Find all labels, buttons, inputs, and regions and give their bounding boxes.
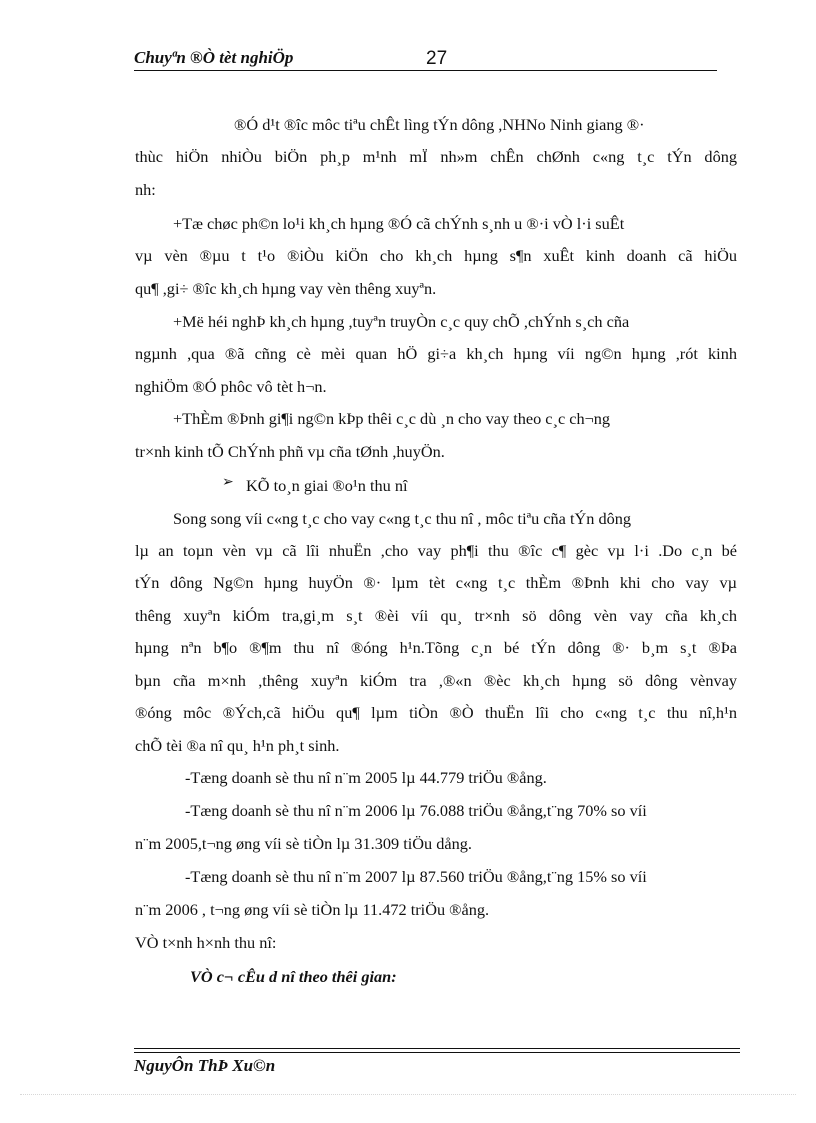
body-line: -Tæng doanh sè thu nî n¨m 2006 lµ 76.088 triÖu ®ång,t¨ng 70% so víi [185,801,647,820]
body-line: nh: [135,180,156,199]
subsection-heading: VÒ c¬ cÊu d nî theo thêi gian: [190,967,397,986]
body-line: n¨m 2006 , t¬ng øng víi sè tiÒn lµ 11.472 triÖu ®ång. [135,900,490,919]
body-line: nghiÖm ®Ó phôc vô tèt h¬n. [135,377,327,396]
body-line: tr×nh kinh tÕ ChÝnh phñ vµ cña tØnh ,huyÖn. [135,442,445,461]
body-line: -Tæng doanh sè thu nî n¨m 2005 lµ 44.779 triÖu ®ång. [185,768,547,787]
body-line: Song song víi c«ng t¸c cho vay c«ng t¸c thu nî , môc tiªu cña tÝn dông [173,509,632,528]
page-number: 27 [426,48,448,69]
header-rule [134,70,717,71]
body-line: lµ an toµn vèn vµ cã lîi nhuËn ,cho vay ph¶i thu ®îc c¶ gèc vµ l·i .Do c¸n bé [135,541,737,560]
body-line: hµng nªn b¶o ®¶m thu nî ®óng h¹n.Tõng c¸n bé tÝn dông ®· b¸m s¸t ®Þa [135,638,737,657]
header-title: Chuyªn ®Ò tèt nghiÖp [134,48,294,67]
body-line: -Tæng doanh sè thu nî n¨m 2007 lµ 87.560 triÖu ®ång,t¨ng 15% so víi [185,867,647,886]
body-line: thêng xuyªn kiÓm tra,gi¸m s¸t ®èi víi qu¸ tr×nh sö dông vèn vay cña kh¸ch [135,606,737,625]
body-line: ®Ó d¹t ®îc môc tiªu chÊt lìng tÝn dông ,NHNo Ninh giang ®· [234,115,645,134]
arrow-bullet-icon: ➢ [222,474,234,490]
body-line: qu¶ ,gi÷ ®îc kh¸ch hµng vay vèn thêng xuyªn. [135,279,437,298]
body-line: n¨m 2005,t¬ng øng víi sè tiÒn lµ 31.309 tiÖu dång. [135,834,472,853]
page-edge-divider [20,1094,796,1095]
footer-author: NguyÔn ThÞ Xu©n [134,1056,276,1075]
section-heading: KÕ to¸n giai ®o¹n thu nî [246,476,408,495]
body-line: VÒ t×nh h×nh thu nî: [135,933,277,952]
body-line: vµ vèn ®µu t t¹o ®iÒu kiÖn cho kh¸ch hµng s¶n xuÊt kinh doanh cã hiÖu [135,246,737,265]
body-line: ngµnh ,qua ®ã cñng cè mèi quan hÖ gi÷a kh¸ch hµng víi ng©n hµng ,rót kinh [135,344,737,363]
body-line: tÝn dông Ng©n hµng huyÖn ®· lµm tèt c«ng t¸c thÈm ®Þnh khi cho vay vµ [135,573,737,592]
body-line: +Tæ chøc ph©n lo¹i kh¸ch hµng ®Ó cã chÝnh s¸nh u ®·i vÒ l·i suÊt [173,214,625,233]
body-line: +Më héi nghÞ kh¸ch hµng ,tuyªn truyÒn c¸c quy chÕ ,chÝnh s¸ch cña [173,312,630,331]
body-line: chÕ tèi ®a nî qu¸ h¹n ph¸t sinh. [135,736,340,755]
footer-rule [134,1048,740,1049]
body-line: bµn cña m×nh ,thêng xuyªn kiÓm tra ,®«n ®èc kh¸ch hµng sö dông vènvay [135,671,737,690]
body-line: +ThÈm ®Þnh gi¶i ng©n kÞp thêi c¸c dù ¸n cho vay theo c¸c ch¬ng [173,409,611,428]
body-line: thùc hiÖn nhiÒu biÖn ph¸p m¹nh mÏ nh»m chÊn chØnh c«ng t¸c tÝn dông [135,147,737,166]
footer-rule [134,1052,740,1053]
body-line: ®óng môc ®Ých,cã hiÖu qu¶ lµm tiÒn ®Ò thuËn lîi cho c«ng t¸c thu nî,h¹n [135,703,737,722]
